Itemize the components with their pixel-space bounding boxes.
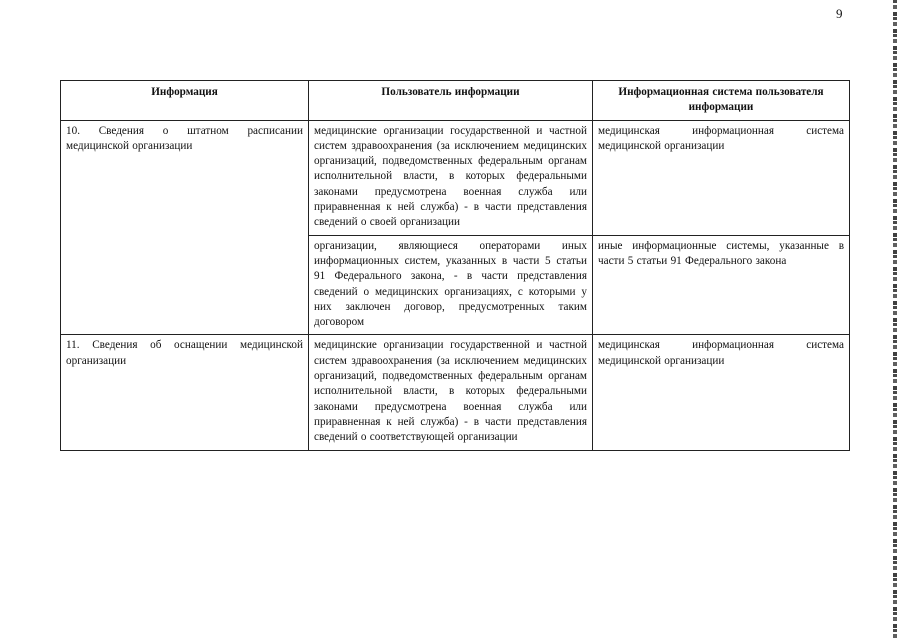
row-11-system-1: медицинская информационная система медицинской организации	[593, 335, 850, 450]
page-number: 9	[836, 6, 843, 21]
row-11-user-1: медицинские организации государственной и частной систем здравоохранения (за исключением медицинских организаций, подведомственных федеральным органам исполнительной власти, в которых федеральными законами предусмотрена военная служба или приравненная к ней служба) - в части представления сведений о соответствующей организации	[309, 335, 593, 450]
row-10-information: 10. Сведения о штатном расписании медицинской организации	[61, 120, 309, 335]
table-header	[61, 81, 850, 121]
information-table	[60, 80, 850, 451]
row-10-user-1: медицинские организации государственной и частной систем здравоохранения (за исключением медицинских организаций, подведомственных федеральным органам исполнительной власти, в которых федеральными законами предусмотрена военная служба или приравненная к ней служба) - в части представления сведений о своей организации	[309, 120, 593, 235]
row-10-system-1: медицинская информационная система медицинской организации	[593, 120, 850, 235]
row-10-system-2: иные информационные системы, указанные в части 5 статьи 91 Федерального закона	[593, 235, 850, 335]
row-10-user-2: организации, являющиеся операторами иных информационных систем, указанных в части 5 статьи 91 Федерального закона, - в части представления сведений о медицинских организациях, с которыми у них заключен договор, предусмотренных таким договором	[309, 235, 593, 335]
table-row	[61, 335, 850, 450]
header-user-information-system: Информационная система пользователя информации	[593, 81, 850, 121]
scan-edge-artifact	[893, 0, 897, 640]
row-11-information: 11. Сведения об оснащении медицинской организации	[61, 335, 309, 450]
header-information-user: Пользователь информации	[309, 81, 593, 121]
table-row	[61, 120, 850, 235]
table-body	[61, 120, 850, 450]
header-row	[61, 81, 850, 121]
header-information: Информация	[61, 81, 309, 121]
